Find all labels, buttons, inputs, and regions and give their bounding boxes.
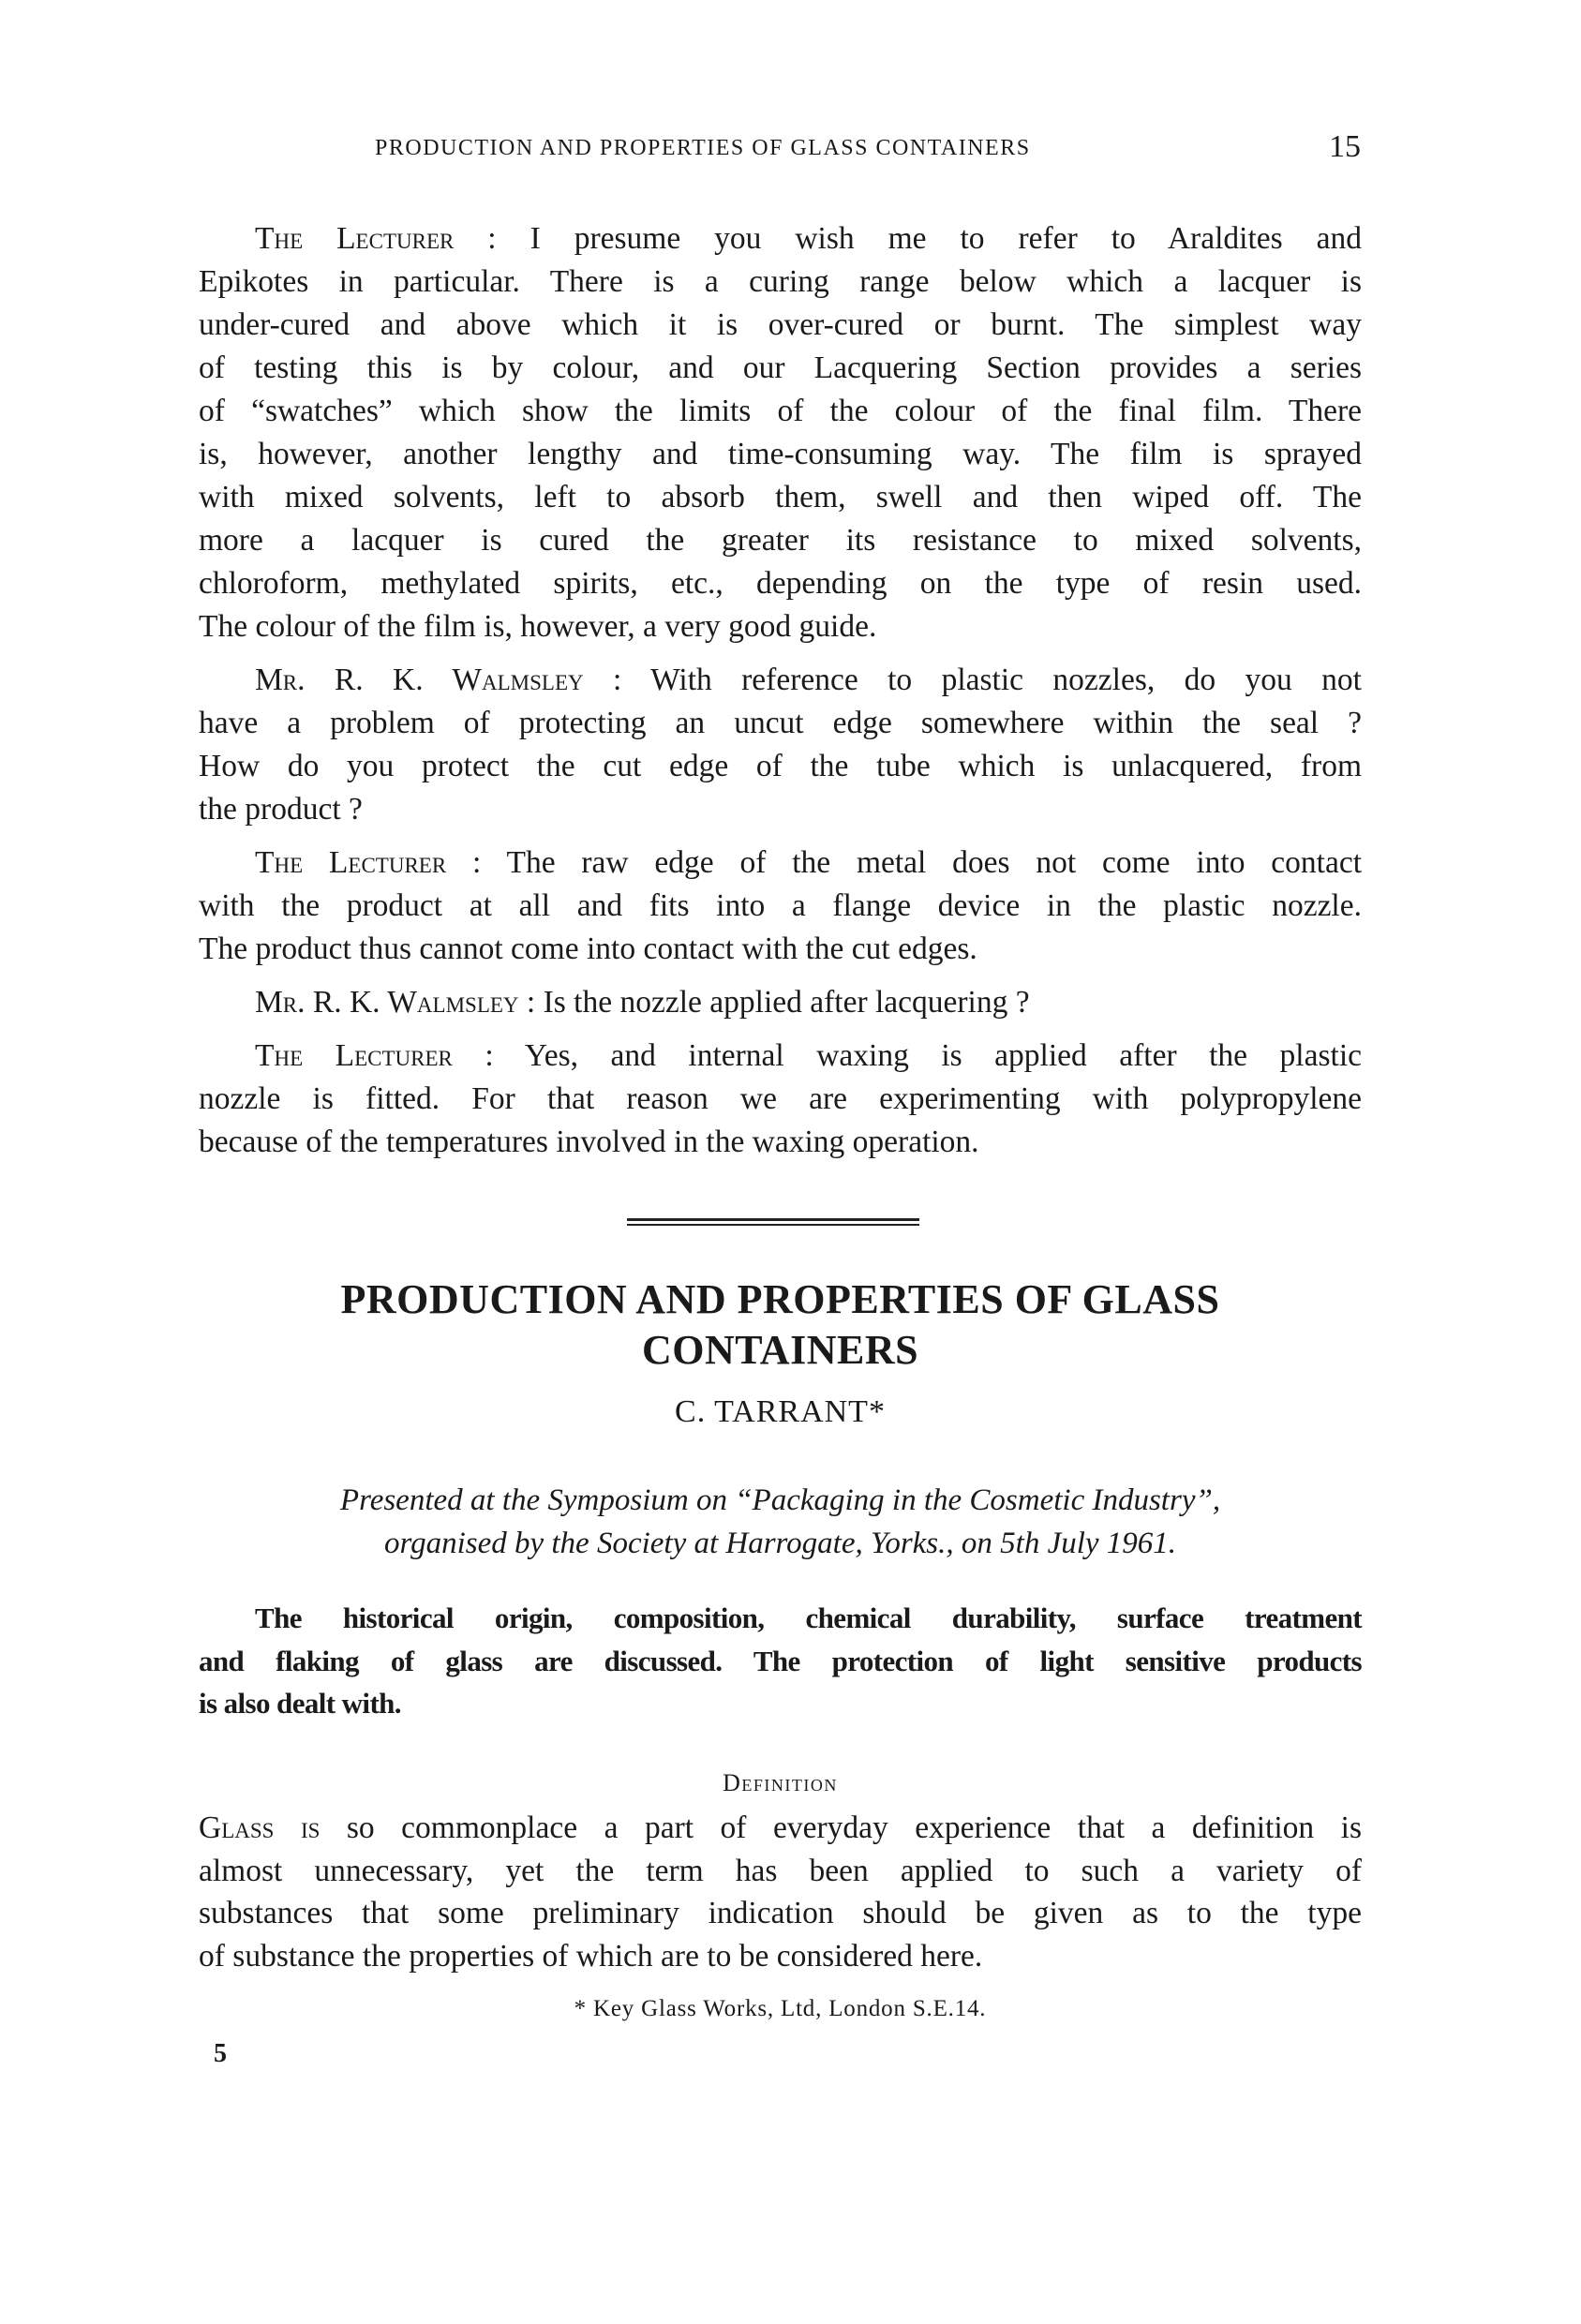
speaker-name: Mr. R. K. Walmsley	[255, 663, 584, 697]
line-text: with mixed solvents, left to absorb them, swell and then wiped off. The	[199, 480, 1362, 514]
discussion-paragraph	[199, 842, 1362, 971]
body-line: almost unnecessary, yet the term has been applied to such a variety of	[199, 1853, 1362, 1888]
text-line	[199, 304, 1362, 347]
text-line	[199, 519, 1362, 562]
line-text: of “swatches” which show the limits of the colour of the final film. There	[199, 394, 1362, 428]
line-text: : Is the nozzle applied after lacquering ?	[518, 985, 1030, 1020]
discussion-paragraph	[199, 981, 1362, 1024]
speaker-name: The Lecturer	[255, 221, 455, 256]
text-line	[199, 842, 1362, 885]
article-title-line: PRODUCTION AND PROPERTIES OF GLASS	[340, 1276, 1220, 1322]
text-line	[199, 476, 1362, 519]
text-line	[199, 217, 1362, 261]
line-text: of testing this is by colour, and our Lacquering Section provides a series	[199, 350, 1362, 385]
line-text: Epikotes in particular. There is a curing range below which a lacquer is	[199, 264, 1362, 299]
abstract	[199, 1597, 1362, 1725]
line-text: : With reference to plastic nozzles, do you not	[583, 663, 1362, 697]
line-text: The product thus cannot come into contact with the cut edges.	[199, 931, 977, 966]
abstract-line: is also dealt with.	[199, 1687, 401, 1720]
line-text: under-cured and above which it is over-cured or burnt. The simplest way	[199, 307, 1362, 342]
running-header: PRODUCTION AND PROPERTIES OF GLASS CONTAINERS	[375, 136, 1031, 160]
article-title-line: CONTAINERS	[641, 1327, 919, 1373]
text-line	[199, 390, 1362, 433]
line-text: How do you protect the cut edge of the tube which is unlacquered, from	[199, 749, 1362, 783]
line-text: : Yes, and internal waxing is applied after the plastic	[452, 1038, 1362, 1073]
text-line	[199, 928, 1362, 971]
text-line	[199, 1078, 1362, 1121]
text-line	[199, 1035, 1362, 1078]
speaker-name: The Lecturer	[255, 845, 447, 880]
article-author: C. TARRANT*	[675, 1394, 886, 1429]
line-text: because of the temperatures involved in the waxing operation.	[199, 1125, 979, 1159]
discussion-paragraph	[199, 1035, 1362, 1164]
speaker-name: The Lecturer	[255, 1038, 453, 1073]
body-line	[199, 1807, 1362, 1850]
body-line: substances that some preliminary indication should be given as to the type	[199, 1896, 1362, 1930]
presentation-note-line: organised by the Society at Harrogate, Yorks., on 5th July 1961.	[383, 1527, 1177, 1560]
abstract-line: and flaking of glass are discussed. The protection of light sensitive products	[199, 1644, 1362, 1677]
line-text: nozzle is fitted. For that reason we are experimenting with polypropylene	[199, 1081, 1362, 1116]
text-line	[199, 433, 1362, 476]
body-line: of substance the properties of which are to be considered here.	[199, 1938, 983, 1974]
lead-words: Glass is	[199, 1810, 321, 1845]
text-line	[199, 885, 1362, 928]
line-text: is, however, another lengthy and time-consuming way. The film is sprayed	[199, 437, 1362, 471]
body-paragraph	[199, 1807, 1362, 1977]
line-text: have a problem of protecting an uncut edge somewhere within the seal ?	[199, 706, 1362, 740]
line-text: : The raw edge of the metal does not come into contact	[446, 845, 1362, 880]
line-text: chloroform, methylated spirits, etc., depending on the type of resin used.	[199, 566, 1362, 601]
discussion-paragraph	[199, 659, 1362, 831]
line-text: more a lacquer is cured the greater its resistance to mixed solvents,	[199, 523, 1362, 558]
line-text: The colour of the film is, however, a very good guide.	[199, 609, 877, 644]
presentation-note	[199, 1479, 1362, 1565]
discussion-paragraph	[199, 217, 1362, 648]
presentation-note-line: Presented at the Symposium on “Packaging in the Cosmetic Industry”,	[339, 1483, 1221, 1517]
article-title	[199, 1274, 1362, 1376]
speaker-name: Mr. R. K. Walmsley	[255, 985, 519, 1020]
text-line	[199, 981, 1362, 1024]
text-line	[199, 605, 1362, 648]
line-text: : I presume you wish me to refer to Araldites and	[454, 221, 1362, 256]
section-heading-definition: Definition	[723, 1769, 838, 1796]
text-line	[199, 702, 1362, 745]
folio-signature: 5	[214, 2039, 227, 2068]
text-line	[199, 745, 1362, 788]
page-number: 15	[1329, 129, 1361, 164]
text-line	[199, 261, 1362, 304]
text-line	[199, 562, 1362, 605]
text-line	[199, 788, 1362, 831]
abstract-line: The historical origin, composition, chemical durability, surface treatment	[255, 1601, 1362, 1634]
author-footnote: * Key Glass Works, Ltd, London S.E.14.	[574, 1996, 987, 2021]
text-line	[199, 347, 1362, 390]
body-line-text: so commonplace a part of everyday experience that a definition is	[320, 1810, 1362, 1845]
line-text: with the product at all and fits into a flange device in the plastic nozzle.	[199, 888, 1362, 923]
section-divider-rule	[627, 1218, 919, 1226]
discussion-section	[199, 217, 1362, 1174]
text-line	[199, 1121, 1362, 1164]
line-text: the product ?	[199, 792, 363, 827]
text-line	[199, 659, 1362, 702]
